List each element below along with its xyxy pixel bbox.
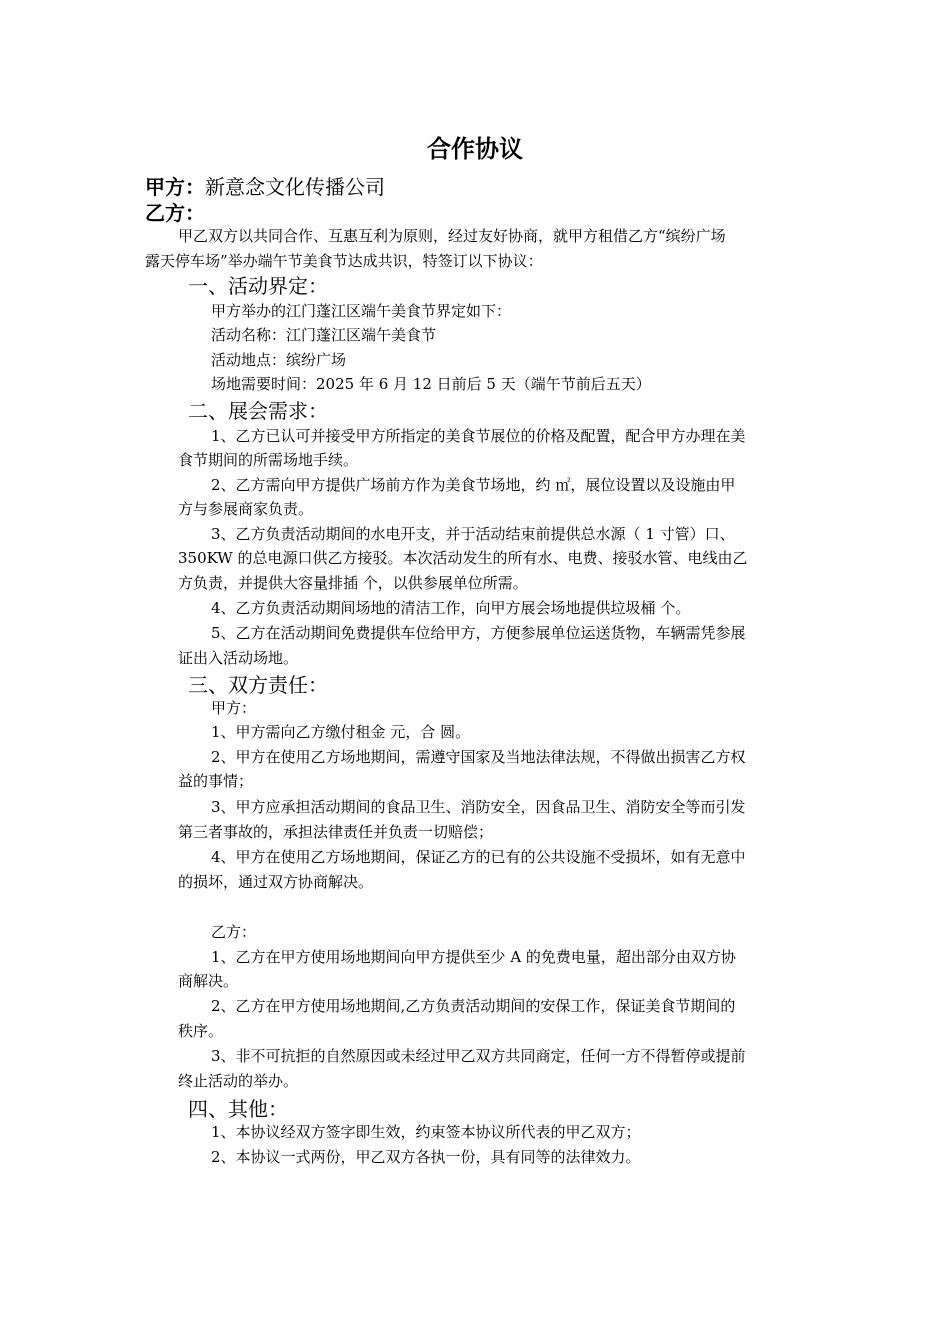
- intro-line-2: 露天停车场”举办端午节美食节达成共识，特签订以下协议：: [145, 252, 543, 270]
- party-a-name: 新意念文化传播公司: [205, 175, 385, 199]
- section-1-line: 活动地点：缤纷广场: [211, 351, 347, 369]
- section-3-party-b-line: 3、非不可抗拒的自然原因或未经过甲乙双方共同商定，任何一方不得暂停或提前: [211, 1047, 746, 1065]
- section-3-party-b-line: 1、乙方在甲方使用场地期间向甲方提供至少 A 的免费电量，超出部分由双方协: [211, 948, 736, 966]
- section-2-item-line: 3、乙方负责活动期间的水电开支，并于活动结束前提供总水源（ 1 寸管）口、: [211, 525, 735, 543]
- section-2-item-line: 证出入活动场地。: [178, 649, 299, 667]
- party-b-line: [145, 200, 205, 226]
- section-2-item-line: 4、乙方负责活动期间场地的清洁工作，向甲方展会场地提供垃圾桶 个。: [211, 599, 691, 617]
- party-b-label: 乙方：: [145, 201, 205, 225]
- section-3-party-a-label: 甲方：: [211, 699, 257, 717]
- section-2-item-line: 方与参展商家负责。: [178, 500, 314, 518]
- section-3-party-a-line: 第三者事故的，承担法律责任并负责一切赔偿；: [178, 823, 494, 841]
- section-1-line: 场地需要时间：2025 年 6 月 12 日前后 5 天（端午节前后五天）: [211, 375, 651, 393]
- section-3-party-a-line: 2、甲方在使用乙方场地期间，需遵守国家及当地法律法规，不得做出损害乙方权: [211, 748, 746, 766]
- section-4-line: 2、本协议一式两份，甲乙双方各执一份，具有同等的法律效力。: [211, 1148, 641, 1166]
- document-title: 合作协议: [427, 135, 523, 163]
- section-1-line: 甲方举办的江门蓬江区端午美食节界定如下：: [211, 302, 512, 320]
- intro-line-1: 甲乙双方以共同合作、互惠互利为原则，经过友好协商，就甲方租借乙方“缤纷广场: [178, 227, 726, 245]
- section-3-party-b-line: 秩序。: [178, 1022, 224, 1040]
- section-4-line: 1、本协议经双方签字即生效，约束签本协议所代表的甲乙双方；: [211, 1123, 641, 1141]
- section-1-heading: 一、活动界定：: [188, 274, 328, 298]
- section-2-item-line: 2、乙方需向甲方提供广场前方作为美食节场地，约 ㎡，展位设置以及设施由甲: [211, 476, 736, 494]
- section-1-line: 活动名称：江门蓬江区端午美食节: [211, 326, 437, 344]
- section-2-item-line: 食节期间的所需场地手续。: [178, 451, 359, 469]
- section-2-item-line: 方负责，并提供大容量排插 个，以供参展单位所需。: [178, 574, 528, 592]
- section-3-heading: 三、双方责任：: [188, 673, 328, 697]
- section-3-party-b-line: 商解决。: [178, 972, 239, 990]
- party-a-line: [145, 174, 385, 200]
- section-3-party-b-line: 终止活动的举办。: [178, 1072, 299, 1090]
- section-3-party-a-line: 3、甲方应承担活动期间的食品卫生、消防安全，因食品卫生、消防安全等而引发: [211, 798, 746, 816]
- section-3-party-a-line: 益的事情；: [178, 772, 254, 790]
- party-a-label: 甲方：: [145, 175, 205, 199]
- section-2-item-line: 1、乙方已认可并接受甲方所指定的美食节展位的价格及配置，配合甲方办理在美: [211, 427, 746, 445]
- section-2-item-line: 5、乙方在活动期间免费提供车位给甲方，方便参展单位运送货物，车辆需凭参展: [211, 624, 746, 642]
- section-3-party-b-line: 2、乙方在甲方使用场地期间,乙方负责活动期间的安保工作，保证美食节期间的: [211, 997, 736, 1015]
- section-2-item-line: 350KW 的总电源口供乙方接驳。本次活动发生的所有水、电费、接驳水管、电线由乙: [178, 549, 748, 567]
- section-3-party-a-line: 的损坏，通过双方协商解决。: [178, 873, 374, 891]
- section-3-party-a-line: 1、甲方需向乙方缴付租金 元，合 圆。: [211, 723, 471, 741]
- section-2-heading: 二、展会需求：: [188, 399, 328, 423]
- section-3-party-a-line: 4、甲方在使用乙方场地期间，保证乙方的已有的公共设施不受损坏，如有无意中: [211, 848, 746, 866]
- section-3-party-b-label: 乙方：: [211, 923, 257, 941]
- section-4-heading: 四、其他：: [188, 1097, 288, 1121]
